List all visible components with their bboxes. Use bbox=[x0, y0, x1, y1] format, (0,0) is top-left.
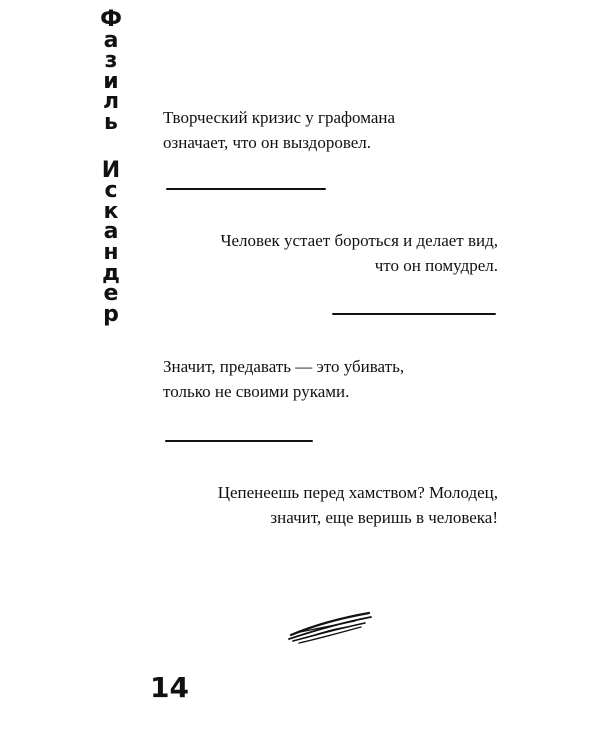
author-letter: л bbox=[102, 89, 120, 115]
quote-3 bbox=[163, 354, 404, 404]
quote-1 bbox=[163, 105, 395, 155]
author-letter: Ф bbox=[100, 7, 122, 32]
quote-line: только не своими руками. bbox=[163, 382, 350, 401]
author-letter: а bbox=[103, 219, 119, 245]
quote-2 bbox=[180, 228, 498, 278]
quote-line: значит, еще веришь в человека! bbox=[270, 508, 498, 527]
author-name-vertical bbox=[93, 7, 129, 327]
quote-line: Человек устает бороться и делает вид, bbox=[220, 231, 498, 250]
author-letter: к bbox=[103, 198, 119, 224]
author-letter: р bbox=[103, 301, 119, 327]
author-letter: с bbox=[104, 178, 118, 204]
author-letter: и bbox=[103, 68, 119, 94]
author-letter: ь bbox=[104, 109, 118, 135]
author-last-name bbox=[93, 157, 129, 327]
scribble-ornament bbox=[285, 605, 375, 650]
quote-divider bbox=[332, 313, 496, 315]
quote-line: Творческий кризис у графомана bbox=[163, 108, 396, 127]
quote-line: Цепенеешь перед хамством? Молодец, bbox=[217, 483, 498, 502]
quote-divider bbox=[165, 440, 313, 442]
quote-line: Значит, предавать — это убивать, bbox=[163, 357, 405, 376]
page-number: 14 bbox=[150, 671, 189, 704]
author-letter: И bbox=[101, 157, 121, 183]
quote-divider bbox=[166, 188, 326, 190]
author-letter: д bbox=[102, 260, 120, 286]
author-letter: а bbox=[103, 27, 119, 53]
quote-line: что он помудрел. bbox=[374, 256, 498, 275]
author-name-gap bbox=[93, 134, 129, 161]
author-letter: е bbox=[103, 281, 119, 307]
author-letter: н bbox=[103, 239, 119, 265]
quote-4 bbox=[176, 480, 498, 530]
author-letter: з bbox=[104, 48, 118, 74]
author-first-name bbox=[93, 7, 129, 135]
quote-line: означает, что он выздоровел. bbox=[163, 133, 372, 152]
